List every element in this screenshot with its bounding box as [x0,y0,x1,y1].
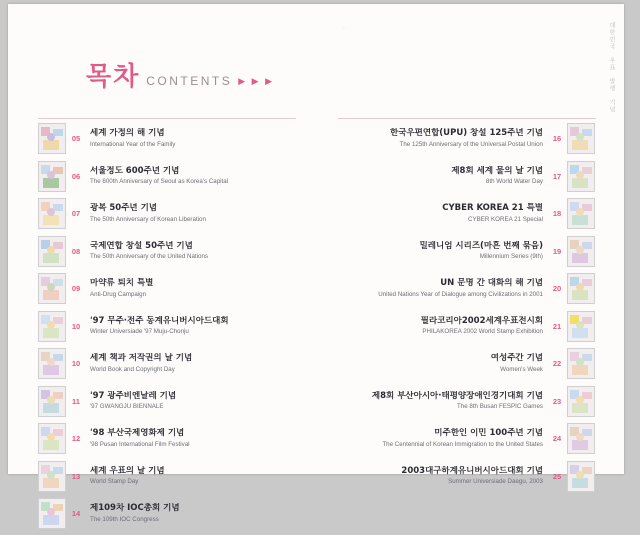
entry-title-korean: 2003대구하계유니버시아드대회 기념 [401,465,543,476]
entry-title-english: Millennium Series (9th) [479,253,543,261]
contents-left-column [38,122,308,535]
page-number: 17 [552,171,562,181]
entry-title-korean: 필라코리아2002세계우표전시회 [420,315,543,326]
contents-entry[interactable] [38,347,308,380]
page-top-mark: ∙∙ [343,26,348,32]
entry-text [86,278,308,298]
side-margin-text: 대한민국 우표 발행 기념 [608,22,614,113]
page-title [86,64,274,90]
right-column-divider [338,118,596,119]
page-number: 24 [552,434,562,443]
entry-title-korean: '98 부산국제영화제 기념 [90,428,185,439]
page-number: 07 [71,209,81,218]
entry-title-korean: 미주한인 이민 100주년 기념 [434,428,543,439]
entry-text [86,166,308,186]
entry-title-english: Anti-Drug Campaign [90,290,147,298]
entry-text [86,428,308,448]
page-number: 23 [552,396,562,406]
contents-entry[interactable] [325,197,595,230]
page-number: 12 [71,434,81,443]
contents-entry[interactable] [38,385,308,418]
stamp-thumbnail [567,386,595,417]
stamp-thumbnail [38,423,66,454]
entry-title-korean: 한국우편연합(UPU) 창설 125주년 기념 [390,128,543,139]
stamp-thumbnail [38,386,66,417]
contents-entry[interactable] [38,160,308,193]
entry-title-korean: 밀레니엄 시리즈(마흔 번째 묶음) [419,240,543,251]
page-number: 22 [552,359,562,368]
entry-title-english: World Book and Copyright Day [90,365,175,373]
stamp-thumbnail [38,348,66,379]
entry-text [325,353,547,373]
stamp-thumbnail [38,311,66,342]
contents-entry[interactable] [325,310,595,343]
entry-title-korean: 제8회 세계 물의 날 기념 [451,165,543,176]
entry-title-korean: 광복 50주년 기념 [90,203,158,214]
entry-title-korean: 제109차 IOC총회 기념 [90,503,180,514]
page-number: 19 [552,246,562,256]
stamp-thumbnail [38,273,66,304]
entry-title-korean: '97 광주비엔날레 기념 [90,390,177,401]
contents-page [8,4,624,523]
entry-title-english: World Stamp Day [90,478,139,486]
page-number: 20 [552,284,562,293]
entry-title-english: 8th World Water Day [485,178,543,186]
contents-entry[interactable] [325,460,595,493]
page-number: 16 [552,134,562,143]
stamp-thumbnail [38,123,66,154]
entry-title-korean: 세계 책과 저작권의 날 기념 [90,353,193,364]
contents-entry[interactable] [325,235,595,268]
page-number: 13 [71,471,81,481]
contents-entry[interactable] [38,497,308,530]
entry-title-korean: 서울정도 600주년 기념 [90,165,180,176]
stamp-thumbnail [567,423,595,454]
contents-right-column [325,122,595,497]
entry-text [325,278,547,298]
contents-entry[interactable] [38,310,308,343]
entry-text [325,203,547,223]
entry-title-english: Summer Universiade Daegu, 2003 [448,478,543,486]
page-number: 10 [71,321,81,331]
contents-entry[interactable] [325,347,595,380]
entry-title-korean: CYBER KOREA 21 특별 [442,203,543,214]
entry-text [325,428,547,448]
stamp-thumbnail [567,236,595,267]
contents-entry[interactable] [38,422,308,455]
contents-entry[interactable] [38,197,308,230]
stamp-thumbnail [567,161,595,192]
page-number: 25 [552,471,562,481]
left-column-divider [38,118,296,119]
contents-entry[interactable] [38,235,308,268]
entry-text [86,466,308,486]
entry-text [325,466,547,486]
entry-title-korean: 국제연합 창설 50주년 기념 [90,240,193,251]
entry-title-english: The 50th Anniversary of Korean Liberation [90,215,206,223]
page-title-english: CONTENTS [146,74,233,88]
entry-text [325,316,547,336]
stamp-thumbnail [38,498,66,529]
entry-text [86,241,308,261]
arrow-icon: ▶ ▶ ▶ [238,76,274,86]
stamp-thumbnail [567,273,595,304]
entry-title-english: The 8th Busan FESPIC Games [457,403,543,411]
page-number: 21 [552,321,562,331]
entry-text [86,316,308,336]
entry-title-korean: UN 문명 간 대화의 해 기념 [440,278,543,289]
entry-text [86,391,308,411]
entry-title-english: Winter Universiade '97 Muju-Chonju [90,328,189,336]
entry-text [86,503,308,523]
entry-title-english: The 125th Anniversary of the Universal Postal Union [399,140,543,148]
entry-title-english: United Nations Year of Dialogue among Civilizations in 2001 [378,290,543,298]
entry-title-english: The 600th Anniversary of Seoul as Korea's Capital [90,178,229,186]
contents-entry[interactable] [325,122,595,155]
entry-title-english: PHILAKOREA 2002 World Stamp Exhibition [422,328,543,336]
stamp-thumbnail [38,236,66,267]
stamp-thumbnail [567,461,595,492]
entry-text [325,166,547,186]
entry-title-english: '98 Pusan International Film Festival [90,440,190,448]
entry-title-korean: 세계 가정의 해 기념 [90,128,165,139]
entry-title-english: The 50th Anniversary of the United Nations [90,253,208,261]
page-number: 06 [71,171,81,181]
page-number: 05 [71,134,81,143]
entry-text [86,353,308,373]
contents-entry[interactable] [325,385,595,418]
entry-title-korean: 제8회 부산아시아·태평양장애인경기대회 기념 [371,390,543,401]
entry-title-korean: '97 무주·전주 동계유니버시아드대회 [90,315,229,326]
entry-title-english: The Centennial of Korean Immigration to the United States [382,440,543,448]
contents-entry[interactable] [325,422,595,455]
stamp-thumbnail [567,123,595,154]
stamp-thumbnail [567,198,595,229]
page-title-korean: 목차 [86,62,141,92]
contents-entry[interactable] [38,272,308,305]
entry-title-korean: 여성주간 기념 [490,353,543,364]
entry-title-english: The 109th IOC Congress [90,515,159,523]
stamp-thumbnail [567,311,595,342]
page-number: 10 [71,359,81,368]
entry-text [325,128,547,148]
entry-text [86,128,308,148]
page-number: 11 [72,396,80,406]
page-number: 14 [71,509,81,518]
contents-entry[interactable] [38,122,308,155]
entry-title-english: Women's Week [500,365,543,373]
contents-entry[interactable] [325,272,595,305]
entry-title-english: CYBER KOREA 21 Special [468,215,543,223]
entry-text [86,203,308,223]
stamp-thumbnail [38,198,66,229]
contents-entry[interactable] [38,460,308,493]
entry-text [325,241,547,261]
stamp-thumbnail [38,461,66,492]
entry-title-korean: 마약류 퇴치 특별 [90,278,154,289]
contents-entry[interactable] [325,160,595,193]
stamp-thumbnail [567,348,595,379]
page-number: 08 [71,246,81,256]
entry-title-korean: 세계 우표의 날 기념 [90,465,165,476]
entry-title-english: '97 GWANGJU BIENNALE [90,403,164,411]
stamp-thumbnail [38,161,66,192]
entry-text [325,391,547,411]
entry-title-english: International Year of the Family [90,140,176,148]
page-number: 18 [552,209,562,218]
page-number: 09 [71,284,81,293]
